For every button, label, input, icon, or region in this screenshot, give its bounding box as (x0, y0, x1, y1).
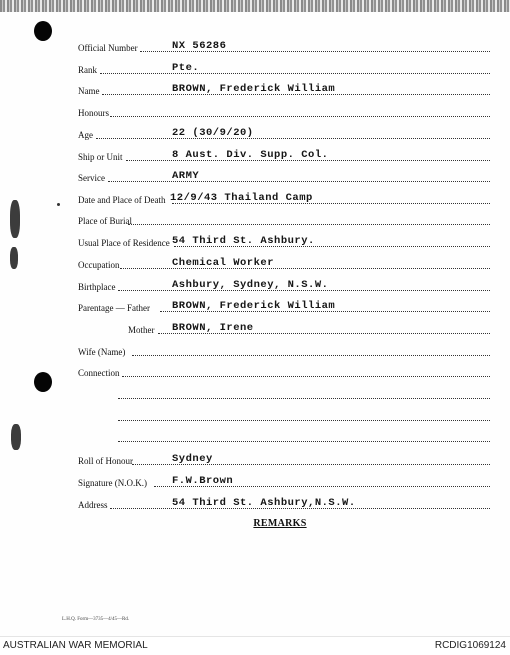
field-label: Name (78, 86, 100, 96)
dotted-line (122, 376, 490, 377)
field-value: BROWN, Irene (172, 322, 254, 334)
field-label: Roll of Honour (78, 456, 133, 466)
field-value: 54 Third St. Ashbury,N.S.W. (172, 497, 356, 509)
field-value: NX 56286 (172, 40, 227, 52)
footer-institution: AUSTRALIAN WAR MEMORIAL (3, 640, 148, 651)
connection-line (118, 408, 490, 424)
dotted-line (100, 73, 490, 74)
field-roll-of-honour (78, 452, 490, 468)
field-value: 8 Aust. Div. Supp. Col. (172, 149, 329, 161)
field-wife (78, 343, 490, 359)
field-value: 22 (30/9/20) (172, 127, 254, 139)
field-label: Connection (78, 368, 120, 378)
field-value: Ashbury, Sydney, N.S.W. (172, 279, 329, 291)
field-value: 12/9/43 Thailand Camp (170, 192, 313, 204)
field-service (78, 169, 490, 185)
field-label: Service (78, 173, 105, 183)
field-label: Address (78, 500, 108, 510)
field-age (78, 126, 490, 142)
dotted-line (118, 441, 490, 442)
field-value: Sydney (172, 453, 213, 465)
field-father (78, 299, 490, 315)
field-value: ARMY (172, 170, 200, 182)
field-connection (78, 364, 490, 380)
field-label: Usual Place of Residence (78, 238, 170, 248)
punch-hole-1 (34, 21, 52, 41)
form-print-code: L.H.Q. Form—3735—4/45—Rd. (62, 617, 130, 622)
field-value: 54 Third St. Ashbury. (172, 235, 315, 247)
scan-smudge (10, 247, 18, 269)
field-label: Date and Place of Death (78, 195, 166, 205)
field-honours (78, 104, 490, 120)
footer-record-id: RCDIG1069124 (434, 640, 506, 651)
connection-line (118, 429, 490, 445)
connection-line (118, 386, 490, 402)
field-date-place-death (78, 191, 490, 207)
field-value: BROWN, Frederick William (172, 83, 336, 95)
field-name (78, 82, 490, 98)
remarks-heading: REMARKS (253, 518, 307, 529)
field-value: BROWN, Frederick William (172, 300, 336, 312)
field-value: Pte. (172, 62, 200, 74)
field-label: Honours (78, 108, 109, 118)
field-usual-residence (78, 234, 490, 250)
scan-speck (57, 203, 60, 206)
dotted-line (128, 224, 490, 225)
field-rank (78, 61, 490, 77)
archive-footer (0, 636, 510, 655)
field-value: F.W.Brown (172, 475, 234, 487)
field-label: Age (78, 130, 93, 140)
field-label: Occupation (78, 260, 120, 270)
field-label: Parentage — Father (78, 303, 150, 313)
field-address (78, 496, 490, 512)
field-label: Ship or Unit (78, 152, 123, 162)
field-signature (78, 474, 490, 490)
field-label: Mother (128, 325, 155, 335)
field-birthplace (78, 278, 490, 294)
field-label: Rank (78, 65, 97, 75)
scan-smudge (11, 424, 21, 450)
field-occupation (78, 256, 490, 272)
dotted-line (118, 398, 490, 399)
field-label: Official Number (78, 43, 138, 53)
field-ship-or-unit (78, 148, 490, 164)
punch-hole-2 (34, 372, 52, 392)
scan-smudge (10, 200, 20, 238)
field-mother (128, 321, 490, 337)
field-label: Wife (Name) (78, 347, 126, 357)
dotted-line (96, 138, 490, 139)
dotted-line (110, 116, 490, 117)
dotted-line (118, 420, 490, 421)
scan-edge (0, 0, 510, 12)
field-official-number (78, 39, 490, 55)
field-place-of-burial (78, 212, 490, 228)
dotted-line (132, 355, 490, 356)
dotted-line (108, 181, 490, 182)
field-label: Birthplace (78, 282, 116, 292)
field-label: Signature (N.O.K.) (78, 478, 147, 488)
field-value: Chemical Worker (172, 257, 275, 269)
field-label: Place of Burial (78, 216, 132, 226)
